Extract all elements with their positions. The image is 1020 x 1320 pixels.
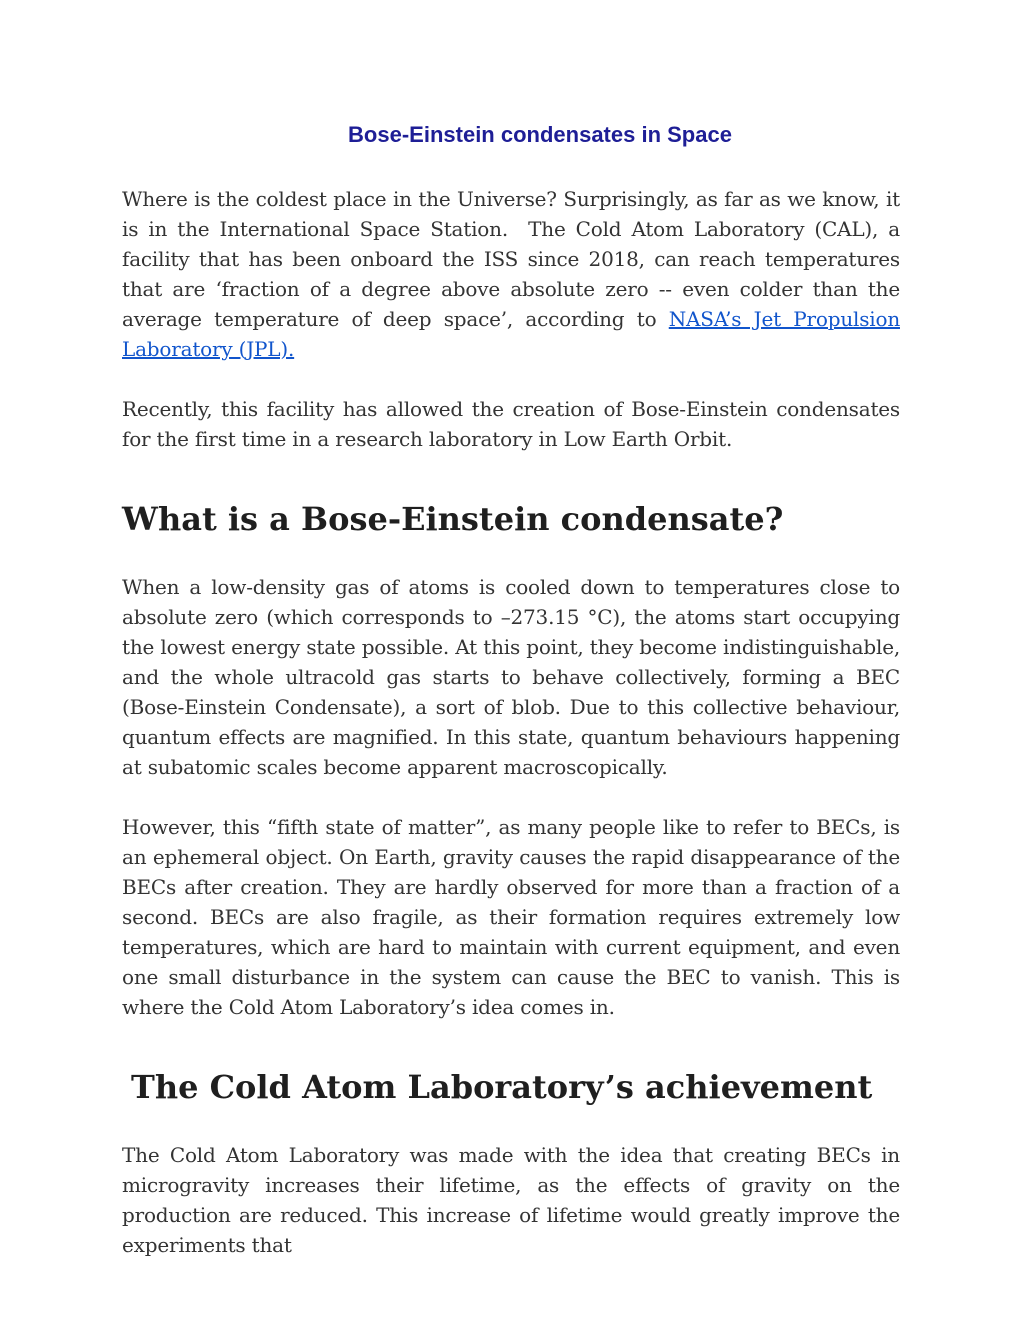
paragraph-intro: [122, 184, 900, 364]
paragraph-fifth-state: However, this “fifth state of matter”, as many people like to refer to BECs, is an ephemeral object. On Earth, gravity causes the rapid disappearance of the BECs after creation. They are hardly observed for more than a fraction of a second. BECs are also fragile, as their formation requires extremely low temperatures, which are hard to maintain with current equipment, and even one small disturbance in the system can cause the BEC to vanish. This is where the Cold Atom Laboratory’s idea comes in.: [122, 815, 900, 1019]
jpl-hyperlink[interactable]: NASA’s Jet Propulsion Laboratory (JPL).: [122, 307, 900, 361]
document-title: Bose-Einstein condensates in Space: [348, 122, 732, 147]
heading-what-is-bec: What is a Bose-Einstein condensate?: [122, 500, 784, 538]
paragraph-intro-text: Where is the coldest place in the Universe? Surprisingly, as far as we know, it is in the International Space Station. The Cold Atom Laboratory (CAL), a facility that has been onboard the ISS since 2018, can reach temperatures that are ‘fraction of a degree above absolute zero -- even colder than the average temperature of deep space’, according to: [122, 187, 900, 331]
paragraph-recently: Recently, this facility has allowed the creation of Bose-Einstein condensates for the first time in a research laboratory in Low Earth Orbit.: [122, 397, 900, 451]
heading-cal-achievement: The Cold Atom Laboratory’s achievement: [131, 1068, 873, 1106]
paragraph-bec-definition: When a low-density gas of atoms is cooled down to temperatures close to absolute zero (which corresponds to –273.15 °C), the atoms start occupying the lowest energy state possible. At this point, they become indistinguishable, and the whole ultracold gas starts to behave collectively, forming a BEC (Bose-Einstein Condensate), a sort of blob. Due to this collective behaviour, quantum effects are magnified. In this state, quantum behaviours happening at subatomic scales become apparent macroscopically.: [122, 575, 900, 779]
paragraph-achievement-intro: The Cold Atom Laboratory was made with the idea that creating BECs in microgravity increases their lifetime, as the effects of gravity on the production are reduced. This increase of lifetime would greatly improve the experiments that: [122, 1143, 900, 1257]
